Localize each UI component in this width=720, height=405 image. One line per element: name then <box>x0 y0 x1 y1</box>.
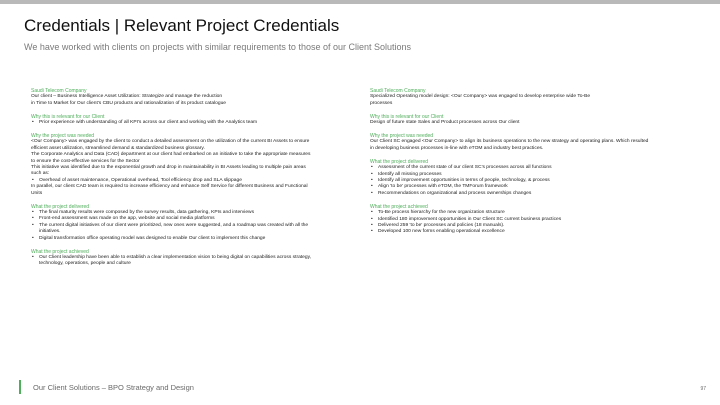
right-achieved-heading: What the project achieved <box>370 203 428 210</box>
left-needed-list <box>31 178 353 184</box>
left-needed-line: The Corporate Analytics and Data (CAD) department at our client had embarked on an initiative to take the appropriate measures <box>31 152 311 158</box>
right-needed-line: Our Client SC engaged <Our Company> to align its business operations to the new strategy and operating plans. Which resulted <box>370 139 649 145</box>
list-item: • To-Be process hierarchy for the new organization structure <box>370 210 692 216</box>
left-needed-line: This initiative was identified due to the exponential growth and drop in maintainability in BI Assets leading to multiple pain areas <box>31 165 306 171</box>
left-achieved-section <box>31 249 353 268</box>
right-delivered-section <box>370 159 692 197</box>
list-item: • Recommendations on organizational and process ownerships changes <box>370 191 692 197</box>
left-intro-section <box>31 88 353 107</box>
left-needed-line: such as: <box>31 171 50 177</box>
left-needed-line: <Our Company> was engaged by the client to conduct a detailed assessment on the utilization of the current BI Assets to ensure <box>31 139 310 145</box>
right-achieved-section <box>370 204 692 236</box>
list-item: • Identify all missing processes <box>370 172 692 178</box>
right-company-name: Saudi Telecom Company <box>370 88 426 94</box>
list-item-text: initiatives. <box>39 229 61 235</box>
right-needed-section <box>370 133 692 152</box>
list-item: • Overhead of asset maintenance, Operational overhead, Tool efficiency drop and SLA slippage <box>31 178 353 184</box>
right-credential <box>370 88 692 242</box>
list-item <box>31 223 353 236</box>
right-relevance-line: Design of future state Sales and Product processes across Our client <box>370 120 520 126</box>
left-intro-line: Our client – Business Intelligence Asset Utilization: Strategize and manage the reduction <box>31 94 223 100</box>
footer-text: Our Client Solutions – BPO Strategy and Design <box>33 383 194 392</box>
list-item: • Align 'to be' processes with eTOM, the TMForum framework <box>370 184 692 190</box>
left-relevance-heading: Why this is relevant for our Client <box>31 113 105 120</box>
page-number: 97 <box>700 386 706 392</box>
right-needed-heading: Why the project was needed <box>370 133 434 140</box>
left-needed-line: efficient asset utilization, streamlined demand & standardized business glossary. <box>31 145 205 151</box>
left-needed-section <box>31 133 353 197</box>
list-item: • Identified 180 improvement opportunities in Our Client SC current business practices <box>370 217 692 223</box>
right-needed-line: in developing business processes in-line with eTOM and industry best practices. <box>370 145 544 151</box>
left-needed-line: Units <box>31 190 43 196</box>
list-item <box>31 255 353 268</box>
list-item <box>31 236 353 242</box>
left-relevance-section <box>31 114 353 127</box>
top-border <box>0 0 720 4</box>
left-intro-line: in Time to Market for Our client's CBU products and rationalization of its product catalogue <box>31 100 227 106</box>
list-item: • Developed 100 new forms enabling operational excellence <box>370 229 692 235</box>
right-relevance-section <box>370 114 692 127</box>
left-delivered-section <box>31 204 353 242</box>
page-title: Credentials | Relevant Project Credentials <box>24 16 340 35</box>
left-delivered-heading: What the project delivered <box>31 203 90 210</box>
list-item-text: technology, operations, people and culture <box>39 261 131 267</box>
left-company-name: Saudi Telecom Company <box>31 88 87 94</box>
left-delivered-list <box>31 210 353 242</box>
list-item: • Identify all improvement opportunities in terms of people, technology, & process <box>370 178 692 184</box>
list-item-text: • The current digital initiatives of our client were prioritized, new ones were suggested, and a roadmap was created with all the <box>39 222 309 228</box>
list-item-text: The final maturity results were composed by the survey results, data gathering, KPIs and interviews <box>39 210 255 215</box>
left-needed-heading: Why the project was needed <box>31 133 95 140</box>
left-credential <box>31 88 353 274</box>
left-needed-line: to ensure the cost-effective services for the Sector <box>31 158 140 164</box>
list-item-text: Digital transformation office operating model was designed to enable Our client to implement this change <box>39 235 266 241</box>
left-achieved-heading: What the project achieved <box>31 248 89 255</box>
right-delivered-heading: What the project delivered <box>370 158 429 165</box>
page-subtitle: We have worked with clients on projects with similar requirements to those of our Client Solutions <box>24 42 412 52</box>
list-item: • Delivered 259 'to be' processes and policies (18 manuals). <box>370 223 692 229</box>
left-achieved-list <box>31 255 353 268</box>
list-item: • Assessment of the current state of our client SC's processes across all functions <box>370 165 692 171</box>
right-intro-section <box>370 88 692 107</box>
right-delivered-list <box>370 165 692 197</box>
right-relevance-heading: Why this is relevant for our Client <box>370 113 444 120</box>
left-needed-line: In parallel, our client CAD team is required to increase efficiency and enhance Self Service for different Business and Functional <box>31 184 308 190</box>
right-achieved-list <box>370 210 692 236</box>
right-intro-line: processes <box>370 100 393 106</box>
left-relevance-list <box>31 120 353 126</box>
list-item: • Prior experience with understanding of all KPI's across our client and working with the Analytics team <box>31 120 353 126</box>
list-item-text: Front-end assessment was made on the app, website and social media platforms <box>39 216 215 222</box>
right-intro-line: Specialized Operating model design: <Our Company> was engaged to develop enterprise wide To-Be <box>370 94 591 100</box>
footer-accent-bar <box>19 380 21 394</box>
list-item-text: • Our Client leadership have been able to establish a clear implementation vision to being digital on capabilities across strategy, <box>39 254 312 260</box>
